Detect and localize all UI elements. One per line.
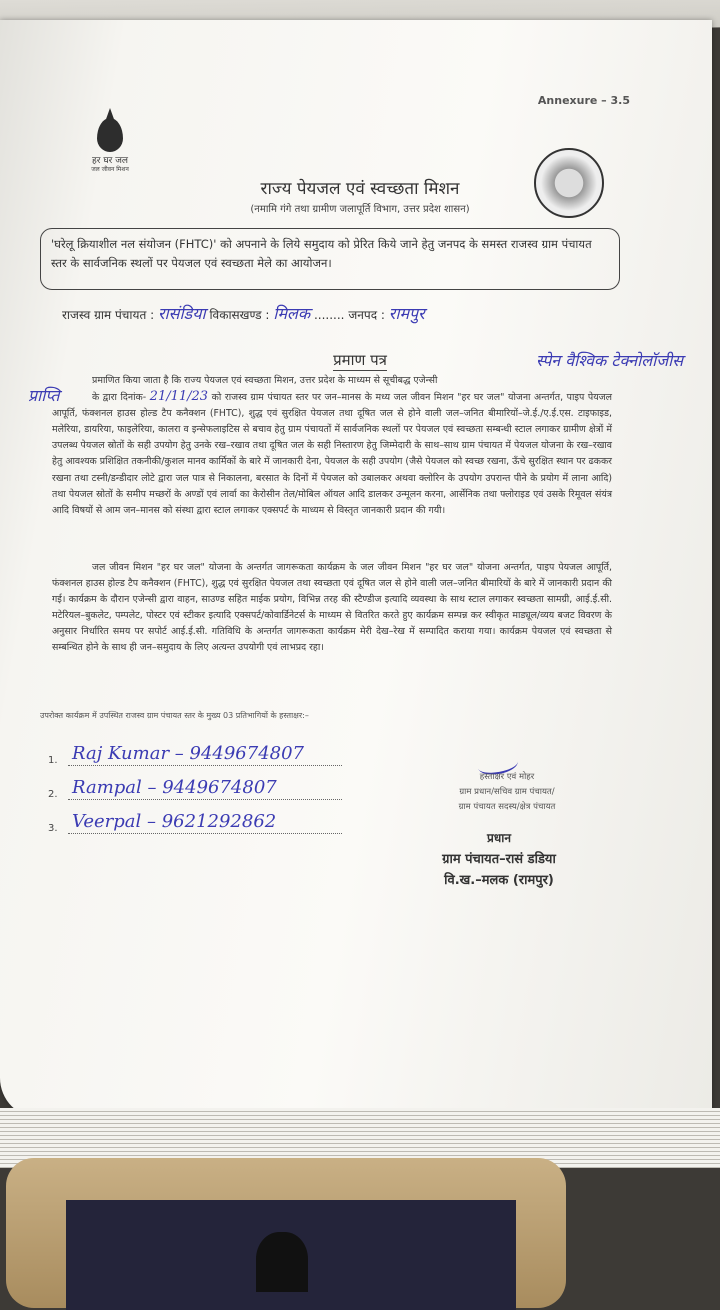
panchayat-label: राजस्व ग्राम पंचायत : (62, 308, 155, 322)
block-label: विकासखण्ड : (209, 308, 270, 322)
logo-text-2: जल जीवन मिशन (91, 166, 129, 173)
certificate-heading: प्रमाण पत्र (333, 351, 387, 369)
avatar (256, 1232, 308, 1292)
har-ghar-jal-logo (82, 118, 138, 173)
list-item: 1. Raj Kumar – 9449674807 (48, 732, 342, 766)
para1-date-label: के द्वारा दिनांक- (92, 392, 147, 404)
phone-device (6, 1158, 566, 1308)
sign-label-3: ग्राम पंचायत सदस्य/क्षेत्र पंचायत (458, 802, 556, 812)
water-drop-icon (97, 118, 123, 152)
mission-title: राज्य पेयजल एवं स्वच्छता मिशन (260, 179, 460, 199)
phone-screen (66, 1200, 516, 1310)
district-label: जनपद : (348, 308, 385, 322)
participants-label: उपरोक्त कार्यक्रम में उपस्थित राजस्व ग्राम पंचायत स्तर के मुख्य 03 प्रतिभागियों के हस्ताक्षर:– (40, 711, 309, 720)
signatory-labels (412, 770, 602, 815)
agency-name-handwritten: स्पेन वैश्विक टेक्नोलॉजीस (536, 351, 684, 370)
participants-list (48, 732, 342, 834)
sign-label-1: हस्ताक्षर एवं मोहर (479, 772, 535, 782)
sign-label-2: ग्राम प्रधान/सचिव ग्राम पंचायत/ (459, 787, 555, 797)
district-value: रामपुर (388, 304, 425, 323)
para1-rest: को राजस्व ग्राम पंचायत स्तर पर जन–मानस के मध्य जल जीवन मिशन "हर घर जल" योजना अन्तर्गत, पाइप पेयजल आपूर्ति, फंक्शनल हाउस होल्ड टैप कनैक्शन (FHTC), शुद्ध एवं सुरक्षित पेयजल तथा दूषित जल से होने वाली जल–जनित बीमारियों–जे.ई./ए.ई.एस. टाइफाइड, मलेरिया, डायरिया, फाइलेरिया, कालरा व इन्सेफलाइटिस से बचाव हेतु ग्राम पंचायतों में सार्वजनिक स्थलों पर पेयजल एवं स्वच्छता सम्बन्धी स्टाल लगाकर ग्रामीण क्षेत्रों में उपलब्ध पेयजल स्रोतों के सही उपयोग हेतु उनके रख–रखाव तथा दूषित जल के सही निस्तारण हेतु जिम्मेदारी के साथ–साथ ग्राम पंचायत में पेयजल योजना के रख–रखाव हेतु आवश्यक प्रशिक्षित तकनीकी/कुशल मानव कार्मिकों के बारे में जानकारी देना, पेयजल के सही उपयोग (जैसे पेयजल को स्वच्छ रखना, ऊँचे सुरक्षित स्थान पर ढककर रखना तथा टस्नी/डन्डीदार लोटे द्वारा जल पात्र से निकालना, बरसात के दिनों में पेयजल को उबालकर अथवा क्लोरिन के उपयोग उपरान्त पीने के प्रयोग में लाना आदि) तथा पेयजल स्रोतों के समीप मच्छरों के अण्डों एवं लार्वा का केरोसीन तेल/मोबिल ऑयल आदि डालकर उन्मूलन करना, आर्सेनिक तथा फ्लोराइड एवं उसके रिमूवल संयंत्र आदि विषयों से आम जन–मानस को संस्था द्वारा स्टाल लगाकर एक्सपर्ट के माध्यम से विस्तृत जानकारी प्रदान की गयी। (52, 392, 612, 516)
participant-signature: Rampal – 9449674807 (68, 777, 342, 800)
list-item: 3. Veerpal – 9621292862 (48, 800, 342, 834)
location-fields: राजस्व ग्राम पंचायत : रासंडिया विकासखण्ड : मिलक ........ जनपद : रामपुर (62, 304, 425, 323)
margin-note-handwritten: प्राप्ति (28, 386, 60, 405)
block-value: मिलक (273, 304, 311, 323)
certificate-paragraph-2: जल जीवन मिशन "हर घर जल" योजना के अन्तर्गत जागरूकता कार्यक्रम के जल जीवन मिशन "हर घर जल" योजना अन्तर्गत, पाइप पेयजल आपूर्ति, फंक्शनल हाउस होल्ड टैप कनैक्शन (FHTC), शुद्ध एवं सुरक्षित पेयजल तथा स्वच्छता एवं दूषित जल से होने वाली जल–जनित बीमारियों के बारे में जानकारी प्रदान की गई। कार्यक्रम के दौरान एजेन्सी द्वारा वाहन, साउण्ड सहित माईक प्रयोग, विभिन्न तरह की स्टैण्डीज इत्यादि व्यवस्था के साथ स्टाल लगाकर स्वच्छता सामग्री, आई.ई.सी. मटेरियल–बुकलेट, पम्पलेट, पोस्टर एवं स्टीकर इत्यादि एक्सपर्ट/कोवार्डिनेटर्स के माध्यम से वितरित करते हुए कार्यक्रम सम्पन्न कर स्वीकृत माड्यूल/व्यय बजट विवरण के अनुसार निर्धारित समय पर सपोर्ट आई.ई.सी. गतिविधि के अन्तर्गत जागरूकता कार्यक्रम मेरी देख–रेख में सम्पादित कराया गया। कार्यक्रम पेयजल एवं स्वच्छता से सम्बन्धित होने के साथ ही जन–समुदाय के लिए अत्यन्त उपयोगी एवं लाभप्रद रहा। (52, 562, 612, 654)
participant-signature: Raj Kumar – 9449674807 (68, 743, 342, 766)
mission-subtitle: (नमामि गंगे तथा ग्रामीण जलापूर्ति विभाग, उत्तर प्रदेश शासन) (250, 204, 470, 215)
logo-text-1: हर घर जल (92, 156, 128, 166)
participant-signature: Veerpal – 9621292862 (68, 811, 342, 834)
panchayat-value: रासंडिया (157, 304, 206, 323)
date-value: 21/11/23 (149, 389, 209, 405)
certificate-paragraph-1 (52, 373, 612, 519)
para1-start: प्रमाणित किया जाता है कि राज्य पेयजल एवं स्वच्छता मिशन, उत्तर प्रदेश के माध्यम से सूचीबद्ध एजेन्सी (92, 375, 438, 386)
annexure-label: Annexure – 3.5 (537, 94, 630, 107)
event-description-box: 'घरेलू क्रियाशील नल संयोजन (FHTC)' को अपनाने के लिये समुदाय को प्रेरित किये जाने हेतु जनपद के समस्त राजस्व ग्राम पंचायत स्तर के सार्वजनिक स्थलों पर पेयजल एवं स्वच्छता मेले का आयोजन। (40, 228, 620, 290)
document-page (0, 20, 712, 1118)
list-item: 2. Rampal – 9449674807 (48, 766, 342, 800)
pradhan-stamp: प्रधान ग्राम पंचायत–रासं डडिया वि.ख.–मलक (रामपुर) (442, 831, 556, 888)
